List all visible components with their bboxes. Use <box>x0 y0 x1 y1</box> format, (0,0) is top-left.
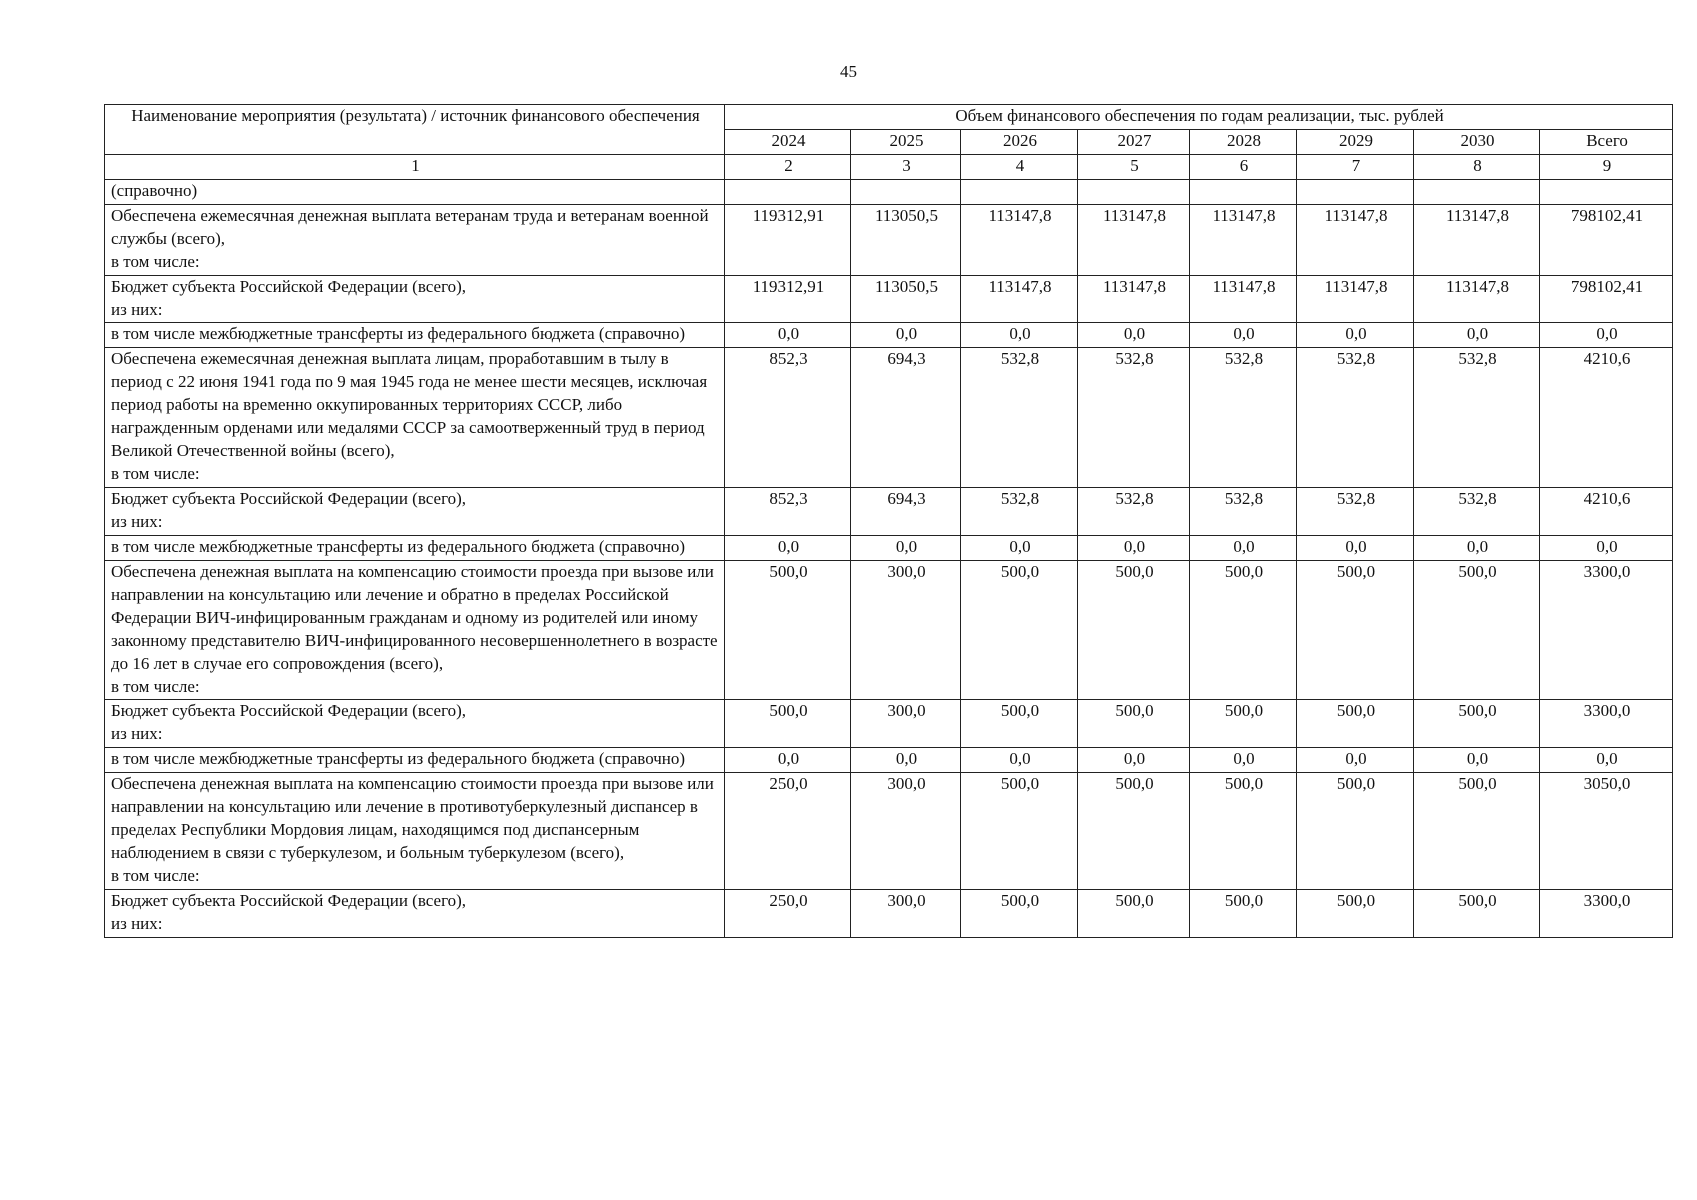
row-value: 113147,8 <box>1414 204 1540 275</box>
table-row <box>105 204 1673 275</box>
year-header: Всего <box>1540 129 1673 154</box>
year-header: 2027 <box>1078 129 1190 154</box>
row-value: 0,0 <box>1078 323 1190 348</box>
row-name: Бюджет субъекта Российской Федерации (всего), из них: <box>105 889 725 937</box>
row-value: 532,8 <box>1078 488 1190 536</box>
row-value: 500,0 <box>1414 700 1540 748</box>
row-value: 0,0 <box>1540 323 1673 348</box>
column-number: 8 <box>1414 154 1540 179</box>
row-value: 532,8 <box>1297 348 1414 488</box>
row-value: 0,0 <box>1297 748 1414 773</box>
row-value: 0,0 <box>851 535 961 560</box>
row-value: 694,3 <box>851 348 961 488</box>
row-name: в том числе межбюджетные трансферты из федерального бюджета (справочно) <box>105 323 725 348</box>
table-row <box>105 179 1673 204</box>
table-row <box>105 773 1673 890</box>
row-name: (справочно) <box>105 179 725 204</box>
volume-column-header: Объем финансового обеспечения по годам реализации, тыс. рублей <box>725 105 1673 130</box>
row-value: 113147,8 <box>1078 204 1190 275</box>
table-row <box>105 348 1673 488</box>
row-value: 113147,8 <box>961 275 1078 323</box>
column-number: 4 <box>961 154 1078 179</box>
row-value: 0,0 <box>1540 535 1673 560</box>
row-value: 0,0 <box>725 323 851 348</box>
row-value: 500,0 <box>1297 889 1414 937</box>
row-name: Бюджет субъекта Российской Федерации (всего), из них: <box>105 488 725 536</box>
row-value: 300,0 <box>851 560 961 700</box>
header-row <box>105 105 1673 130</box>
row-value: 119312,91 <box>725 275 851 323</box>
row-value: 3300,0 <box>1540 889 1673 937</box>
row-value <box>851 179 961 204</box>
row-value: 250,0 <box>725 773 851 890</box>
row-value <box>1297 179 1414 204</box>
row-value: 0,0 <box>1297 323 1414 348</box>
table-row <box>105 535 1673 560</box>
row-value: 532,8 <box>1078 348 1190 488</box>
row-value: 500,0 <box>1297 773 1414 890</box>
column-number: 7 <box>1297 154 1414 179</box>
row-value: 500,0 <box>961 773 1078 890</box>
row-value <box>1190 179 1297 204</box>
row-value <box>1414 179 1540 204</box>
row-value: 0,0 <box>961 535 1078 560</box>
table-row <box>105 323 1673 348</box>
row-value: 113147,8 <box>1078 275 1190 323</box>
row-value: 0,0 <box>1078 535 1190 560</box>
column-number: 2 <box>725 154 851 179</box>
table-row <box>105 560 1673 700</box>
year-header: 2026 <box>961 129 1078 154</box>
row-value: 500,0 <box>1414 889 1540 937</box>
row-value <box>1540 179 1673 204</box>
row-value: 500,0 <box>961 560 1078 700</box>
row-value: 113147,8 <box>961 204 1078 275</box>
row-value: 500,0 <box>961 889 1078 937</box>
row-value: 0,0 <box>1190 748 1297 773</box>
financing-table <box>104 104 1673 938</box>
row-value: 532,8 <box>961 348 1078 488</box>
row-value <box>961 179 1078 204</box>
row-name: Обеспечена денежная выплата на компенсацию стоимости проезда при вызове или направлении на консультацию или лечение и обратно в пределах Российской Федерации ВИЧ-инфицированным гражданам и одному из родителей или иному законному представителю ВИЧ-инфицированного несовершеннолетнего в возрасте до 16 лет в случае его сопровождения (всего), в том числе: <box>105 560 725 700</box>
row-value: 500,0 <box>725 700 851 748</box>
row-value <box>725 179 851 204</box>
row-value: 0,0 <box>1078 748 1190 773</box>
row-value: 500,0 <box>1414 560 1540 700</box>
table-row <box>105 275 1673 323</box>
row-value: 0,0 <box>1414 323 1540 348</box>
year-header: 2029 <box>1297 129 1414 154</box>
row-value: 0,0 <box>725 535 851 560</box>
row-value: 500,0 <box>1078 773 1190 890</box>
column-number: 9 <box>1540 154 1673 179</box>
row-value: 0,0 <box>1414 748 1540 773</box>
row-value: 113147,8 <box>1297 275 1414 323</box>
row-value: 0,0 <box>851 748 961 773</box>
column-number: 5 <box>1078 154 1190 179</box>
row-value: 0,0 <box>1190 323 1297 348</box>
row-value: 113147,8 <box>1414 275 1540 323</box>
year-header: 2024 <box>725 129 851 154</box>
row-value: 0,0 <box>725 748 851 773</box>
row-value: 3300,0 <box>1540 700 1673 748</box>
row-value: 0,0 <box>961 323 1078 348</box>
row-value: 500,0 <box>1414 773 1540 890</box>
year-header: 2028 <box>1190 129 1297 154</box>
row-value: 852,3 <box>725 488 851 536</box>
row-value: 532,8 <box>1190 488 1297 536</box>
row-value: 0,0 <box>1414 535 1540 560</box>
row-value: 532,8 <box>1414 488 1540 536</box>
column-number: 6 <box>1190 154 1297 179</box>
row-name: Бюджет субъекта Российской Федерации (всего), из них: <box>105 275 725 323</box>
row-value: 500,0 <box>1297 560 1414 700</box>
row-value: 3050,0 <box>1540 773 1673 890</box>
row-value: 300,0 <box>851 889 961 937</box>
row-value: 500,0 <box>1078 700 1190 748</box>
row-value: 0,0 <box>1190 535 1297 560</box>
page-number: 45 <box>840 62 857 81</box>
table-row <box>105 488 1673 536</box>
row-value: 119312,91 <box>725 204 851 275</box>
column-numbers-row <box>105 154 1673 179</box>
row-value: 250,0 <box>725 889 851 937</box>
row-value: 113050,5 <box>851 275 961 323</box>
row-value: 300,0 <box>851 700 961 748</box>
row-value: 500,0 <box>1297 700 1414 748</box>
row-value: 113147,8 <box>1190 275 1297 323</box>
row-value: 4210,6 <box>1540 348 1673 488</box>
row-value: 113147,8 <box>1190 204 1297 275</box>
year-header: 2025 <box>851 129 961 154</box>
row-value: 0,0 <box>961 748 1078 773</box>
row-value: 0,0 <box>1540 748 1673 773</box>
row-name: Обеспечена ежемесячная денежная выплата лицам, проработавшим в тылу в период с 22 июня 1941 года по 9 мая 1945 года не менее шести месяцев, исключая период работы на временно оккупированных территориях СССР, либо награжденным орденами или медалями СССР за самоотверженный труд в период Великой Отечественной войны (всего), в том числе: <box>105 348 725 488</box>
row-value: 798102,41 <box>1540 204 1673 275</box>
row-value: 532,8 <box>1297 488 1414 536</box>
table-row <box>105 889 1673 937</box>
row-value: 500,0 <box>1078 889 1190 937</box>
row-value: 798102,41 <box>1540 275 1673 323</box>
row-name: Обеспечена денежная выплата на компенсацию стоимости проезда при вызове или направлении на консультацию или лечение в противотуберкулезный диспансер в пределах Республики Мордовия лицам, находящимся под диспансерным наблюдением в связи с туберкулезом, и больным туберкулезом (всего), в том числе: <box>105 773 725 890</box>
row-name: в том числе межбюджетные трансферты из федерального бюджета (справочно) <box>105 535 725 560</box>
row-value: 500,0 <box>961 700 1078 748</box>
row-value: 3300,0 <box>1540 560 1673 700</box>
row-value: 500,0 <box>1190 700 1297 748</box>
row-value: 500,0 <box>1190 560 1297 700</box>
row-value: 500,0 <box>1190 889 1297 937</box>
row-value: 500,0 <box>725 560 851 700</box>
row-name: Обеспечена ежемесячная денежная выплата ветеранам труда и ветеранам военной службы (всего), в том числе: <box>105 204 725 275</box>
row-value: 0,0 <box>851 323 961 348</box>
row-value: 113147,8 <box>1297 204 1414 275</box>
year-header: 2030 <box>1414 129 1540 154</box>
row-name: Бюджет субъекта Российской Федерации (всего), из них: <box>105 700 725 748</box>
row-value: 532,8 <box>1414 348 1540 488</box>
table-body <box>105 179 1673 937</box>
row-value <box>1078 179 1190 204</box>
row-value: 852,3 <box>725 348 851 488</box>
row-name: в том числе межбюджетные трансферты из федерального бюджета (справочно) <box>105 748 725 773</box>
row-value: 0,0 <box>1297 535 1414 560</box>
row-value: 300,0 <box>851 773 961 890</box>
column-number: 1 <box>105 154 725 179</box>
name-column-header: Наименование мероприятия (результата) / источник финансового обеспечения <box>105 105 725 155</box>
table-row <box>105 700 1673 748</box>
column-number: 3 <box>851 154 961 179</box>
row-value: 694,3 <box>851 488 961 536</box>
row-value: 113050,5 <box>851 204 961 275</box>
row-value: 532,8 <box>1190 348 1297 488</box>
row-value: 532,8 <box>961 488 1078 536</box>
row-value: 4210,6 <box>1540 488 1673 536</box>
row-value: 500,0 <box>1078 560 1190 700</box>
table-row <box>105 748 1673 773</box>
row-value: 500,0 <box>1190 773 1297 890</box>
